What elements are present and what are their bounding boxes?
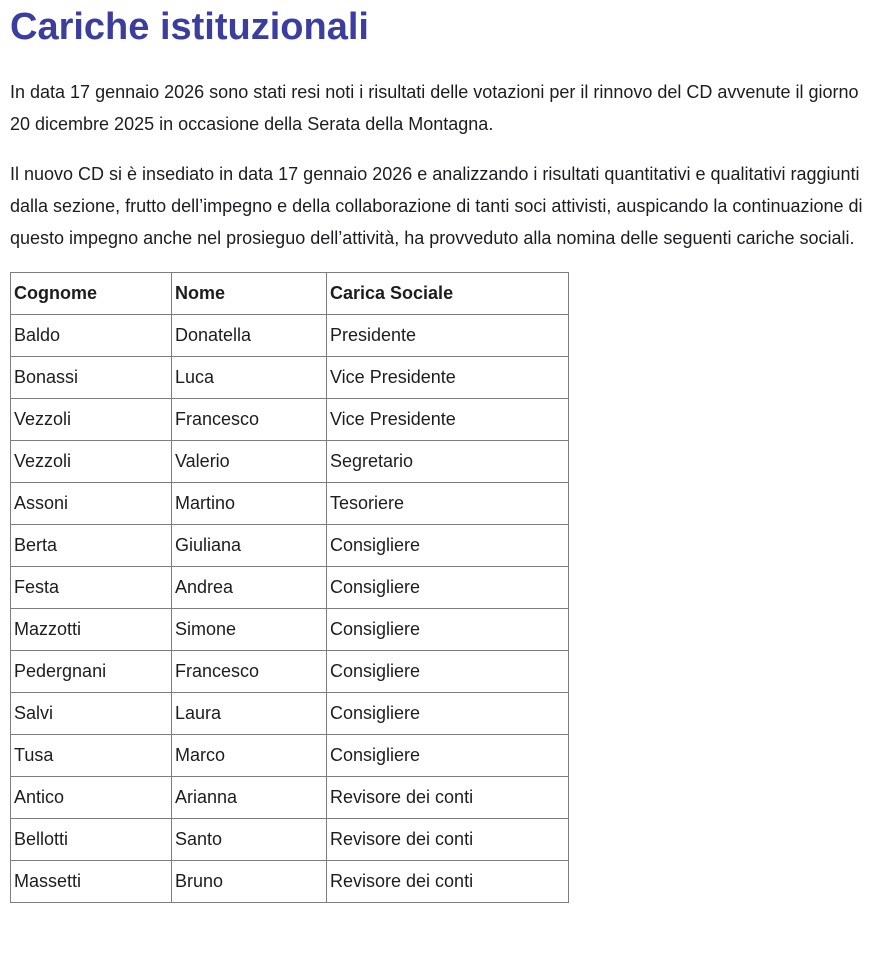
cell-carica: Segretario — [327, 440, 569, 482]
table-header-row — [11, 272, 569, 314]
cell-carica: Vice Presidente — [327, 356, 569, 398]
cell-carica: Presidente — [327, 314, 569, 356]
cell-carica: Revisore dei conti — [327, 860, 569, 902]
cell-nome: Giuliana — [172, 524, 327, 566]
column-header-nome: Nome — [172, 272, 327, 314]
table-row — [11, 860, 569, 902]
cell-nome: Francesco — [172, 398, 327, 440]
cell-carica: Tesoriere — [327, 482, 569, 524]
cell-carica: Revisore dei conti — [327, 818, 569, 860]
table-row — [11, 566, 569, 608]
intro-paragraph: In data 17 gennaio 2026 sono stati resi noti i risultati delle votazioni per il rinnovo del CD avvenute il giorno 20 dicembre 2025 in occasione della Serata della Montagna. — [10, 81, 859, 134]
cell-cognome: Bellotti — [11, 818, 172, 860]
table-row — [11, 440, 569, 482]
cell-nome: Andrea — [172, 566, 327, 608]
table-row — [11, 692, 569, 734]
cell-cognome: Massetti — [11, 860, 172, 902]
cell-cognome: Festa — [11, 566, 172, 608]
table-row — [11, 818, 569, 860]
cell-cognome: Vezzoli — [11, 440, 172, 482]
cell-cognome: Mazzotti — [11, 608, 172, 650]
cell-nome: Francesco — [172, 650, 327, 692]
cell-cognome: Baldo — [11, 314, 172, 356]
cell-carica: Consigliere — [327, 608, 569, 650]
cell-carica: Consigliere — [327, 524, 569, 566]
table-row — [11, 356, 569, 398]
table-row — [11, 524, 569, 566]
table-row — [11, 398, 569, 440]
cell-cognome: Bonassi — [11, 356, 172, 398]
table-row — [11, 314, 569, 356]
column-header-cognome: Cognome — [11, 272, 172, 314]
cell-nome: Donatella — [172, 314, 327, 356]
cell-cognome: Assoni — [11, 482, 172, 524]
cell-carica: Vice Presidente — [327, 398, 569, 440]
cell-nome: Laura — [172, 692, 327, 734]
cell-cognome: Berta — [11, 524, 172, 566]
cell-carica: Consigliere — [327, 650, 569, 692]
cell-nome: Martino — [172, 482, 327, 524]
table-row — [11, 776, 569, 818]
table-row — [11, 608, 569, 650]
column-header-carica-sociale: Carica Sociale — [327, 272, 569, 314]
cell-carica: Consigliere — [327, 692, 569, 734]
cell-nome: Marco — [172, 734, 327, 776]
cell-cognome: Pedergnani — [11, 650, 172, 692]
page-title: Cariche istituzionali — [10, 6, 369, 48]
cell-cognome: Vezzoli — [11, 398, 172, 440]
cell-nome: Santo — [172, 818, 327, 860]
cell-cognome: Tusa — [11, 734, 172, 776]
cell-carica: Consigliere — [327, 734, 569, 776]
cell-nome: Luca — [172, 356, 327, 398]
body-paragraph: Il nuovo CD si è insediato in data 17 gennaio 2026 e analizzando i risultati quantitativi e qualitativi raggiunti dalla sezione, frutto dell’impegno e della collaborazione di tanti soci attivisti, auspicando la continuazione di questo impegno anche nel prosieguo dell’attività, ha provveduto alla nomina delle seguenti cariche sociali. — [10, 163, 863, 248]
table-row — [11, 482, 569, 524]
cell-nome: Arianna — [172, 776, 327, 818]
board-members-table — [10, 272, 569, 903]
cell-nome: Bruno — [172, 860, 327, 902]
table-row — [11, 734, 569, 776]
cell-carica: Revisore dei conti — [327, 776, 569, 818]
cell-nome: Simone — [172, 608, 327, 650]
table-row — [11, 650, 569, 692]
cell-cognome: Salvi — [11, 692, 172, 734]
cell-cognome: Antico — [11, 776, 172, 818]
cell-carica: Consigliere — [327, 566, 569, 608]
cell-nome: Valerio — [172, 440, 327, 482]
